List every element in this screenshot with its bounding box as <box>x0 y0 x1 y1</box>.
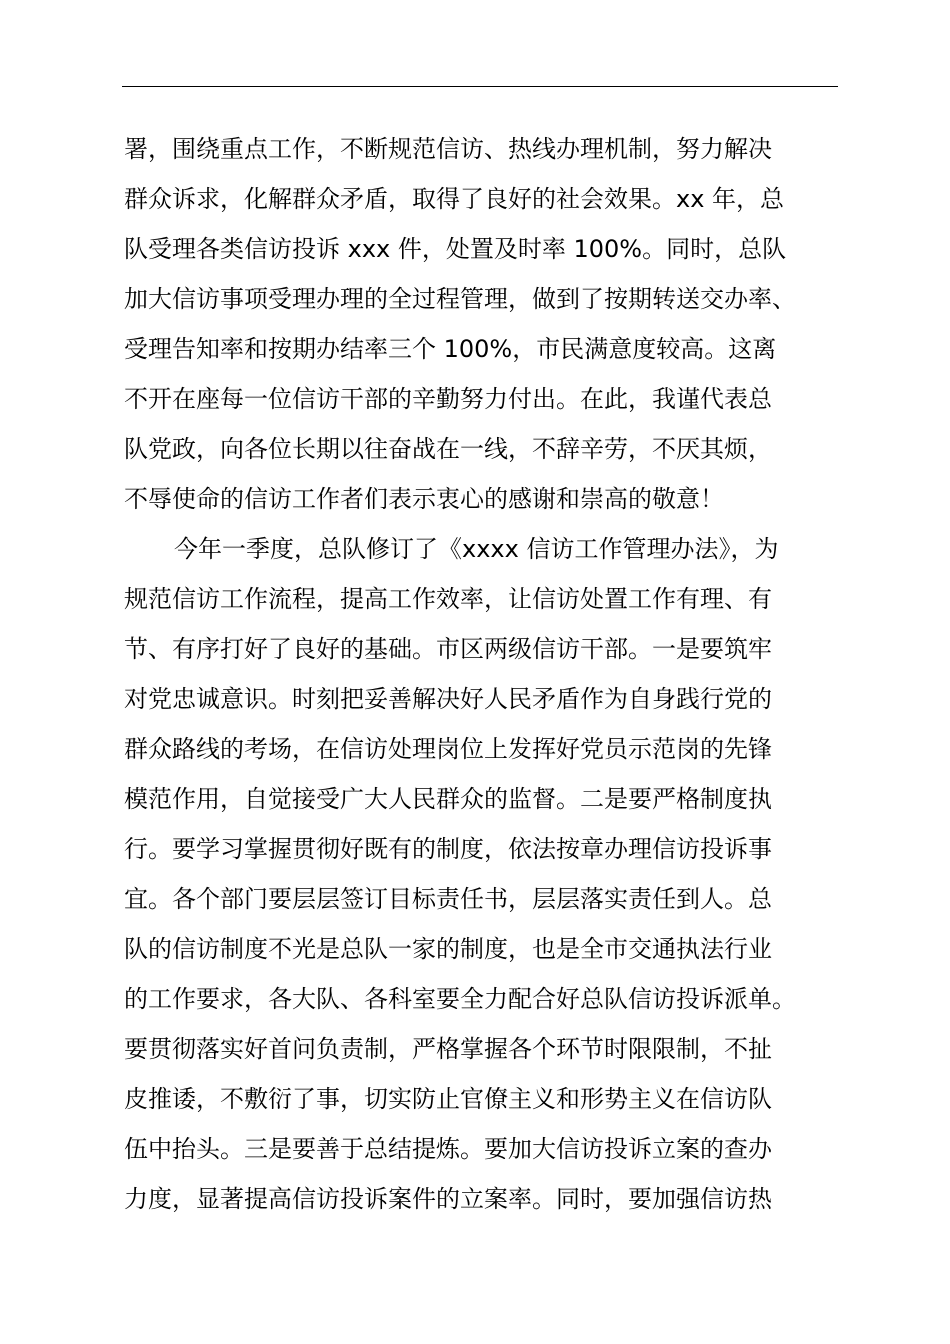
text-line: 队党政，向各位长期以往奋战在一线，不辞辛劳，不厌其烦， <box>124 435 772 463</box>
text-line: 受理告知率和按期办结率三个 100%，市民满意度较高。这离 <box>124 335 777 363</box>
text-line: 不辱使命的信访工作者们表示衷心的感谢和崇高的敬意！ <box>124 485 724 513</box>
text-line: 要贯彻落实好首问负责制，严格掌握各个环节时限限制，不扯 <box>124 1035 772 1063</box>
text-line: 队的信访制度不光是总队一家的制度，也是全市交通执法行业 <box>124 935 772 963</box>
text-line: 皮推诿，不敷衍了事，切实防止官僚主义和形势主义在信访队 <box>124 1085 772 1113</box>
text-line: 宜。各个部门要层层签订目标责任书，层层落实责任到人。总 <box>124 885 772 913</box>
text-line: 模范作用，自觉接受广大人民群众的监督。二是要严格制度执 <box>124 785 772 813</box>
text-line: 署，围绕重点工作，不断规范信访、热线办理机制，努力解决 <box>124 135 772 163</box>
text-line: 规范信访工作流程，提高工作效率，让信访处置工作有理、有 <box>124 585 772 613</box>
text-line: 力度，显著提高信访投诉案件的立案率。同时，要加强信访热 <box>124 1185 772 1213</box>
text-line: 节、有序打好了良好的基础。市区两级信访干部。一是要筑牢 <box>124 635 772 663</box>
text-line: 队受理各类信访投诉 xxx 件，处置及时率 100%。同时，总队 <box>124 235 787 263</box>
text-line: 行。要学习掌握贯彻好既有的制度，依法按章办理信访投诉事 <box>124 835 772 863</box>
text-line: 伍中抬头。三是要善于总结提炼。要加大信访投诉立案的查办 <box>124 1135 772 1163</box>
text-line: 的工作要求，各大队、各科室要全力配合好总队信访投诉派单。 <box>124 985 796 1013</box>
text-line: 加大信访事项受理办理的全过程管理，做到了按期转送交办率、 <box>124 285 796 313</box>
paragraph-first-line: 今年一季度，总队修订了《xxxx 信访工作管理办法》，为 <box>174 535 779 563</box>
text-line: 不开在座每一位信访干部的辛勤努力付出。在此，我谨代表总 <box>124 385 772 413</box>
text-line: 对党忠诚意识。时刻把妥善解决好人民矛盾作为自身践行党的 <box>124 685 772 713</box>
header-rule <box>122 86 838 87</box>
text-line: 群众诉求，化解群众矛盾，取得了良好的社会效果。xx 年，总 <box>124 185 785 213</box>
text-line: 群众路线的考场，在信访处理岗位上发挥好党员示范岗的先锋 <box>124 735 772 763</box>
